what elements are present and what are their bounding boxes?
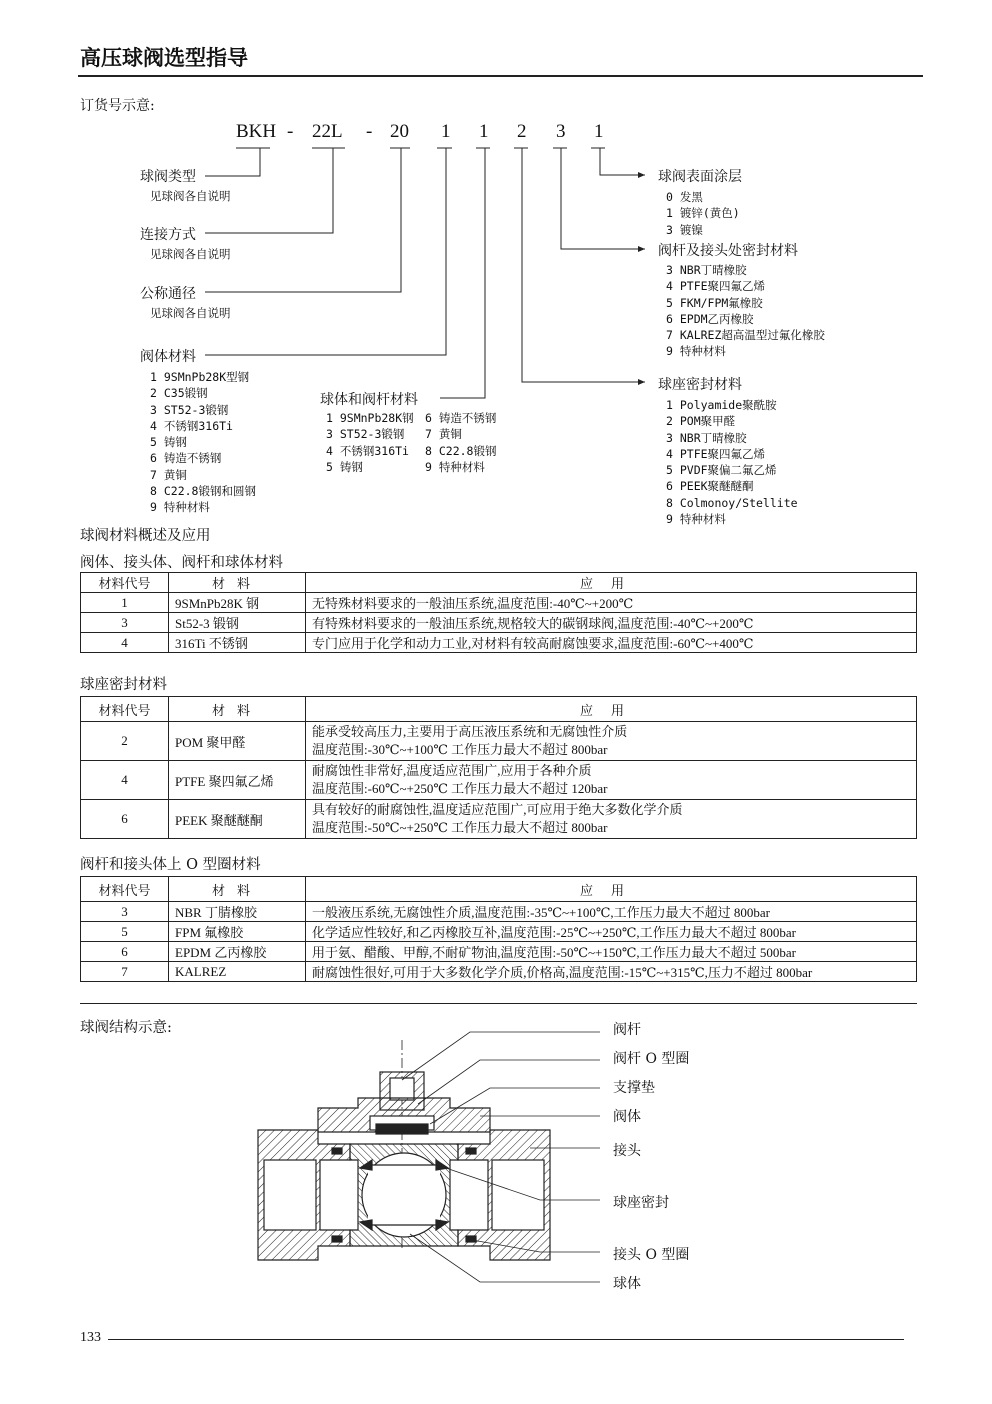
stem-seal-title: 阀杆及接头处密封材料 bbox=[658, 243, 798, 259]
header-application: 应用 bbox=[306, 573, 917, 593]
code-body-material: 1 bbox=[441, 121, 451, 142]
cell-code: 5 bbox=[81, 922, 169, 942]
body-material-title: 阀体材料 bbox=[140, 349, 196, 365]
list-item: 5 铸钢 bbox=[326, 459, 363, 474]
cell-material: PTFE 聚四氟乙烯 bbox=[169, 761, 306, 800]
list-item: 6 PEEK聚醚醚酮 bbox=[666, 479, 754, 494]
code-seat-seal: 2 bbox=[517, 121, 527, 142]
list-item: 1 Polyamide聚酰胺 bbox=[666, 398, 777, 412]
cell-material: FPM 氟橡胶 bbox=[169, 922, 306, 942]
header-material: 材料 bbox=[169, 697, 306, 722]
ball-material-col1 bbox=[326, 410, 414, 475]
part-label-connector-oring: 接头 O 型圈 bbox=[613, 1247, 690, 1263]
list-item: 0 发黑 bbox=[666, 190, 703, 204]
cell-code: 1 bbox=[81, 593, 169, 613]
cell-material: St52-3 锻钢 bbox=[169, 613, 306, 633]
structure-title: 球阀结构示意: bbox=[80, 1020, 172, 1036]
table1-title: 阀体、接头体、阀杆和球体材料 bbox=[80, 555, 283, 571]
section-divider bbox=[80, 1003, 917, 1004]
table-header-row bbox=[81, 573, 917, 593]
table-row bbox=[81, 942, 917, 962]
cell-application: 无特殊材料要求的一般油压系统,温度范围:-40℃~+200℃ bbox=[306, 593, 917, 613]
table-row bbox=[81, 722, 917, 761]
code-dash: - bbox=[287, 121, 294, 142]
list-item: 8 C22.8锻钢 bbox=[425, 443, 497, 458]
code-connection: 22L bbox=[312, 121, 343, 142]
cell-code: 4 bbox=[81, 633, 169, 653]
code-stem-seal: 3 bbox=[556, 121, 566, 142]
cell-application: 有特殊材料要求的一般油压系统,规格较大的碳钢球阀,温度范围:-40℃~+200℃ bbox=[306, 613, 917, 633]
list-item: 8 C22.8锻钢和圆钢 bbox=[150, 484, 256, 499]
list-item: 7 黄铜 bbox=[150, 467, 187, 482]
list-item: 7 KALREZ超高温型过氟化橡胶 bbox=[666, 328, 825, 343]
nominal-size-desc: 见球阀各自说明 bbox=[150, 306, 231, 320]
list-item: 5 FKM/FPM氟橡胶 bbox=[666, 295, 763, 310]
list-item: 3 ST52-3锻钢 bbox=[150, 402, 229, 417]
part-label-ball: 球体 bbox=[613, 1276, 641, 1292]
cell-code: 2 bbox=[81, 722, 169, 761]
table-header-row bbox=[81, 697, 917, 722]
valve-cross-section bbox=[240, 1020, 600, 1300]
application-line: 温度范围:-50℃~+250℃ 工作压力最大不超过 800bar bbox=[312, 820, 608, 835]
list-item: 6 铸造不锈钢 bbox=[425, 411, 497, 425]
ball-material-col2 bbox=[425, 410, 496, 475]
cell-application bbox=[306, 800, 917, 839]
list-item: 9 特种材料 bbox=[150, 500, 210, 515]
list-item: 5 铸钢 bbox=[150, 435, 187, 450]
part-label-stem: 阀杆 bbox=[613, 1022, 641, 1038]
code-leader-lines bbox=[0, 0, 992, 560]
list-item: 2 POM聚甲醛 bbox=[666, 414, 736, 429]
valve-type-desc: 见球阀各自说明 bbox=[150, 189, 231, 203]
list-item: 6 EPDM乙丙橡胶 bbox=[666, 311, 754, 326]
part-label-seat-seal: 球座密封 bbox=[613, 1195, 669, 1211]
application-line: 温度范围:-30℃~+100℃ 工作压力最大不超过 800bar bbox=[312, 742, 608, 757]
list-item: 3 镀镍 bbox=[666, 222, 703, 237]
table2-title: 球座密封材料 bbox=[80, 677, 167, 693]
list-item: 1 9SMnPb28K钢 bbox=[326, 411, 414, 425]
part-label-support-pad: 支撑垫 bbox=[613, 1080, 655, 1096]
page-title: 高压球阀选型指导 bbox=[80, 46, 248, 70]
list-item: 9 特种材料 bbox=[666, 344, 726, 359]
part-label-stem-oring: 阀杆 O 型圈 bbox=[613, 1051, 690, 1067]
table3-title: 阀杆和接头体上 O 型圈材料 bbox=[80, 857, 261, 873]
list-item: 4 不锈钢316Ti bbox=[150, 418, 233, 433]
part-label-connector: 接头 bbox=[613, 1143, 641, 1159]
body-material-list bbox=[150, 369, 256, 516]
cell-material: PEEK 聚醚醚酮 bbox=[169, 800, 306, 839]
list-item: 9 特种材料 bbox=[425, 459, 485, 474]
order-label: 订货号示意: bbox=[80, 98, 155, 114]
cell-code: 6 bbox=[81, 942, 169, 962]
cell-application: 化学适应性较好,和乙丙橡胶互补,温度范围:-25℃~+250℃,工作压力最大不超过 800bar bbox=[306, 922, 917, 942]
cell-code: 6 bbox=[81, 800, 169, 839]
header-application: 应用 bbox=[306, 877, 917, 902]
list-item: 4 PTFE聚四氟乙烯 bbox=[666, 279, 766, 294]
list-item: 1 9SMnPb28K型钢 bbox=[150, 370, 250, 384]
code-coating: 1 bbox=[594, 121, 604, 142]
cell-application bbox=[306, 761, 917, 800]
list-item: 8 Colmonoy/Stellite bbox=[666, 495, 798, 510]
list-item: 4 PTFE聚四氟乙烯 bbox=[666, 446, 766, 461]
cell-application: 耐腐蚀性很好,可用于大多数化学介质,价格高,温度范围:-15℃~+315℃,压力不超过 800bar bbox=[306, 962, 917, 982]
application-line: 能承受较高压力,主要用于高压液压系统和无腐蚀性介质 bbox=[312, 724, 628, 739]
connection-title: 连接方式 bbox=[140, 227, 196, 243]
table-row bbox=[81, 761, 917, 800]
cell-material: EPDM 乙丙橡胶 bbox=[169, 942, 306, 962]
stem-seal-list bbox=[666, 262, 825, 360]
cell-material: 316Ti 不锈钢 bbox=[169, 633, 306, 653]
cell-application: 专门应用于化学和动力工业,对材料有较高耐腐蚀要求,温度范围:-60℃~+400℃ bbox=[306, 633, 917, 653]
cell-code: 4 bbox=[81, 761, 169, 800]
header-material: 材料 bbox=[169, 573, 306, 593]
overview-title: 球阀材料概述及应用 bbox=[80, 528, 211, 544]
table-row bbox=[81, 613, 917, 633]
table-row bbox=[81, 633, 917, 653]
application-line: 耐腐蚀性非常好,温度适应范围广,应用于各种介质 bbox=[312, 763, 592, 778]
application-line: 温度范围:-60℃~+250℃ 工作压力最大不超过 120bar bbox=[312, 781, 608, 796]
header-code: 材料代号 bbox=[81, 573, 169, 593]
code-dash: - bbox=[366, 121, 373, 142]
connection-desc: 见球阀各自说明 bbox=[150, 247, 231, 261]
table-row bbox=[81, 962, 917, 982]
cell-code: 3 bbox=[81, 902, 169, 922]
list-item: 4 不锈钢316Ti bbox=[326, 443, 409, 458]
list-item: 2 C35锻钢 bbox=[150, 386, 208, 401]
code-ball-material: 1 bbox=[479, 121, 489, 142]
header-code: 材料代号 bbox=[81, 697, 169, 722]
header-application: 应用 bbox=[306, 697, 917, 722]
list-item: 9 特种材料 bbox=[666, 512, 726, 527]
coating-title: 球阀表面涂层 bbox=[658, 169, 742, 185]
seat-seal-title: 球座密封材料 bbox=[658, 377, 742, 393]
list-item: 3 NBR丁晴橡胶 bbox=[666, 430, 747, 445]
table-row bbox=[81, 800, 917, 839]
body-material-table bbox=[80, 572, 917, 653]
cell-material: KALREZ bbox=[169, 962, 306, 982]
cell-code: 7 bbox=[81, 962, 169, 982]
application-line: 具有较好的耐腐蚀性,温度适应范围广,可应用于绝大多数化学介质 bbox=[312, 802, 683, 817]
cell-application: 用于氨、醋酸、甲醇,不耐矿物油,温度范围:-50℃~+150℃,工作压力最大不超过 500bar bbox=[306, 942, 917, 962]
list-item: 3 ST52-3锻钢 bbox=[326, 427, 405, 442]
code-size: 20 bbox=[390, 121, 409, 142]
footer-rule bbox=[108, 1339, 904, 1340]
list-item: 5 PVDF聚偏二氟乙烯 bbox=[666, 463, 777, 478]
code-type: BKH bbox=[236, 121, 277, 142]
cell-material: POM 聚甲醛 bbox=[169, 722, 306, 761]
cell-application bbox=[306, 722, 917, 761]
nominal-size-title: 公称通径 bbox=[140, 286, 196, 302]
part-label-body: 阀体 bbox=[613, 1109, 641, 1125]
valve-type-title: 球阀类型 bbox=[140, 169, 196, 185]
cell-application: 一般液压系统,无腐蚀性介质,温度范围:-35℃~+100℃,工作压力最大不超过 800bar bbox=[306, 902, 917, 922]
header-code: 材料代号 bbox=[81, 877, 169, 902]
table-row bbox=[81, 902, 917, 922]
cell-code: 3 bbox=[81, 613, 169, 633]
coating-list bbox=[666, 189, 740, 238]
ball-material-title: 球体和阀杆材料 bbox=[320, 392, 418, 408]
page-number: 133 bbox=[80, 1330, 101, 1345]
o-ring-table bbox=[80, 876, 917, 982]
table-header-row bbox=[81, 877, 917, 902]
cell-material: NBR 丁腈橡胶 bbox=[169, 902, 306, 922]
list-item: 6 铸造不锈钢 bbox=[150, 451, 222, 466]
seat-seal-table bbox=[80, 696, 917, 839]
seat-seal-list bbox=[666, 397, 798, 527]
table-row bbox=[81, 922, 917, 942]
list-item: 3 NBR丁晴橡胶 bbox=[666, 263, 747, 277]
table-row bbox=[81, 593, 917, 613]
list-item: 1 镀锌(黄色) bbox=[666, 206, 740, 221]
cell-material: 9SMnPb28K 钢 bbox=[169, 593, 306, 613]
list-item: 7 黄铜 bbox=[425, 427, 462, 442]
header-material: 材料 bbox=[169, 877, 306, 902]
